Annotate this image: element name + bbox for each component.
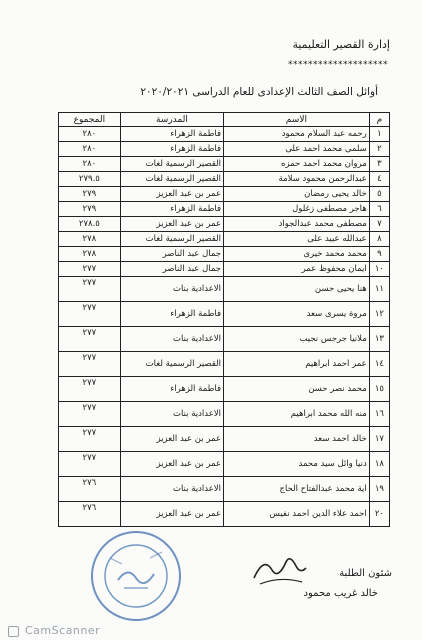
student-name: هنا يحيى حسن [224, 277, 370, 302]
school-name: القصير الرسمية لغات [120, 352, 223, 377]
scanner-watermark-text: CamScanner [25, 624, 101, 637]
table-row [59, 352, 390, 377]
table-row [59, 302, 390, 327]
table-row [59, 142, 390, 157]
total-score: ٢٨٠ [59, 142, 121, 157]
total-score: ٢٧٨ [59, 232, 121, 247]
school-name: جمال عبد الناصر [120, 262, 223, 277]
student-name: رحمه عبد السلام محمود [224, 127, 370, 142]
table-row [59, 427, 390, 452]
row-number: ١٧ [369, 427, 389, 452]
student-name: مروة يسرى سعد [224, 302, 370, 327]
table-row [59, 157, 390, 172]
school-name: عمر بن عبد العزيز [120, 187, 223, 202]
student-name: ايمان محفوظ عمر [224, 262, 370, 277]
row-number: ١٤ [369, 352, 389, 377]
total-score: ٢٧٧ [59, 327, 121, 352]
school-name: فاطمة الزهراء [120, 127, 223, 142]
table-header-row [59, 113, 390, 127]
row-number: ٧ [369, 217, 389, 232]
total-score: ٢٧٩ [59, 187, 121, 202]
row-number: ١٥ [369, 377, 389, 402]
student-name: عبدالرحمن محمود سلامة [224, 172, 370, 187]
student-name: خالد احمد سعد [224, 427, 370, 452]
table-row [59, 377, 390, 402]
row-number: ٩ [369, 247, 389, 262]
table-row [59, 247, 390, 262]
row-number: ١٣ [369, 327, 389, 352]
row-number: ٢٠ [369, 502, 389, 527]
row-number: ١١ [369, 277, 389, 302]
total-score: ٢٧٦ [59, 502, 121, 527]
scanner-watermark [8, 624, 100, 637]
col-header-number: م [369, 113, 389, 127]
total-score: ٢٧٨ [59, 247, 121, 262]
row-number: ١ [369, 127, 389, 142]
total-score: ٢٧٧ [59, 427, 121, 452]
student-name: منه الله محمد ابراهيم [224, 402, 370, 427]
total-score: ٢٧٩.٥ [59, 172, 121, 187]
total-score: ٢٧٧ [59, 302, 121, 327]
table-row [59, 127, 390, 142]
school-name: القصير الرسمية لغات [120, 157, 223, 172]
col-header-school: المدرسة [120, 113, 223, 127]
table-row [59, 477, 390, 502]
scanner-logo-icon [8, 626, 19, 637]
school-name: القصير الرسمية لغات [120, 232, 223, 247]
col-header-name: الاسم [224, 113, 370, 127]
row-number: ٨ [369, 232, 389, 247]
total-score: ٢٧٧ [59, 262, 121, 277]
row-number: ١٩ [369, 477, 389, 502]
table-row [59, 262, 390, 277]
total-score: ٢٨٠ [59, 127, 121, 142]
row-number: ١٠ [369, 262, 389, 277]
student-name: عبدالله عبيد على [224, 232, 370, 247]
table-row [59, 187, 390, 202]
school-name: جمال عبد الناصر [120, 247, 223, 262]
student-name: عمر احمد ابراهيم [224, 352, 370, 377]
total-score: ٢٧٧ [59, 452, 121, 477]
total-score: ٢٧٧ [59, 277, 121, 302]
school-name: الاعدادية بنات [120, 327, 223, 352]
table-row [59, 172, 390, 187]
table-row [59, 232, 390, 247]
school-name: فاطمة الزهراء [120, 142, 223, 157]
student-name: محمد محمد خيرى [224, 247, 370, 262]
school-name: فاطمة الزهراء [120, 302, 223, 327]
school-name: عمر بن عبد العزيز [120, 217, 223, 232]
school-name: فاطمة الزهراء [120, 377, 223, 402]
row-number: ٣ [369, 157, 389, 172]
row-number: ٤ [369, 172, 389, 187]
stars-divider: ******************** [288, 60, 388, 70]
table-row [59, 402, 390, 427]
total-score: ٢٨٠ [59, 157, 121, 172]
row-number: ٢ [369, 142, 389, 157]
table-row [59, 202, 390, 217]
student-name: سلمى محمد احمد على [224, 142, 370, 157]
school-name: عمر بن عبد العزيز [120, 452, 223, 477]
school-name: الاعدادية بنات [120, 402, 223, 427]
row-number: ٥ [369, 187, 389, 202]
document-title: أوائل الصف الثالث الإعدادى للعام الدراسى ٢٠٢٠/٢٠٢١ [140, 86, 378, 98]
student-affairs-label: شئون الطلبة [339, 568, 392, 579]
student-name: دنيا وائل سيد محمد [224, 452, 370, 477]
row-number: ٦ [369, 202, 389, 217]
table-row [59, 327, 390, 352]
total-score: ٢٧٨.٥ [59, 217, 121, 232]
school-name: القصير الرسمية لغات [120, 172, 223, 187]
school-name: فاطمة الزهراء [120, 202, 223, 217]
school-name: الاعدادية بنات [120, 477, 223, 502]
col-header-total: المجموع [59, 113, 121, 127]
row-number: ١٢ [369, 302, 389, 327]
student-name: ملانيا جرجس نجيب [224, 327, 370, 352]
official-stamp [88, 528, 184, 624]
student-name: مروان محمد احمد حمزه [224, 157, 370, 172]
total-score: ٢٧٧ [59, 377, 121, 402]
student-name: خالد يحيى رمضان [224, 187, 370, 202]
school-name: عمر بن عبد العزيز [120, 427, 223, 452]
table-row [59, 277, 390, 302]
signatory-name: خالد غريب محمود [303, 588, 378, 599]
handwritten-signature [250, 548, 310, 590]
table-row [59, 502, 390, 527]
results-table [58, 112, 390, 527]
administration-heading: إدارة القصير التعليمية [292, 38, 390, 51]
student-name: مصطفى محمد عبدالجواد [224, 217, 370, 232]
total-score: ٢٧٩ [59, 202, 121, 217]
total-score: ٢٧٧ [59, 352, 121, 377]
student-name: محمد نصر حسن [224, 377, 370, 402]
school-name: عمر بن عبد العزيز [120, 502, 223, 527]
table-row [59, 217, 390, 232]
row-number: ١٦ [369, 402, 389, 427]
table-row [59, 452, 390, 477]
school-name: الاعدادية بنات [120, 277, 223, 302]
student-name: اية محمد عبدالفتاح الحاج [224, 477, 370, 502]
total-score: ٢٧٧ [59, 402, 121, 427]
row-number: ١٨ [369, 452, 389, 477]
student-name: احمد علاء الدين احمد نفيس [224, 502, 370, 527]
total-score: ٢٧٦ [59, 477, 121, 502]
student-name: هاجر مصطفى زغلول [224, 202, 370, 217]
